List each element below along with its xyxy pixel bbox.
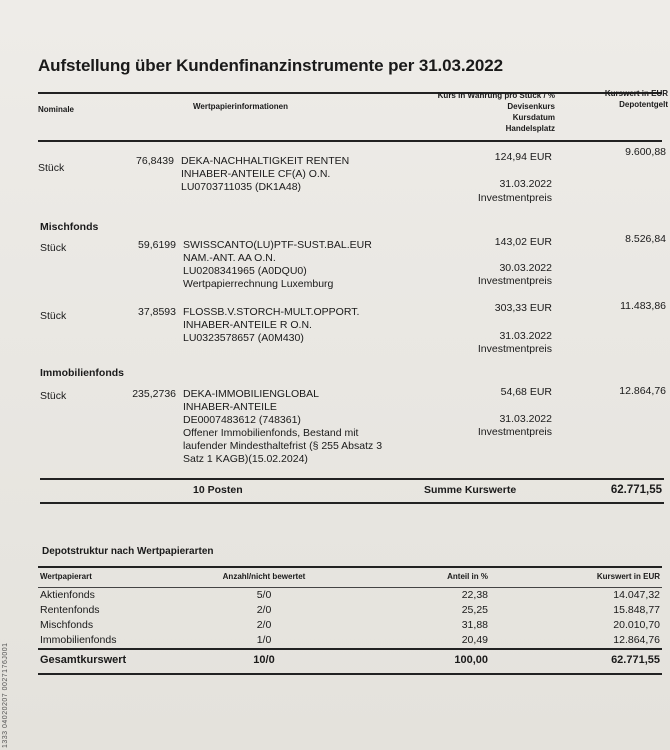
header-kursdatum: Kursdatum bbox=[512, 113, 555, 122]
position-info-line: DEKA-NACHHALTIGKEIT RENTEN bbox=[181, 155, 350, 167]
position-quantity: 235,2736 bbox=[132, 388, 176, 400]
column-header-anzahl: Anzahl/nicht bewertet bbox=[182, 567, 346, 588]
position-price: 54,68 EUR bbox=[500, 386, 552, 398]
position-date: 31.03.2022 bbox=[499, 178, 552, 190]
position-info-line: NAM.-ANT. AA O.N. bbox=[183, 252, 276, 264]
position-price: 143,02 EUR bbox=[494, 236, 552, 248]
position-quantity: 37,8593 bbox=[138, 306, 176, 318]
cell-anteil: 20,49 bbox=[461, 634, 488, 646]
position-price: 124,94 EUR bbox=[494, 151, 552, 163]
position-venue: Investmentpreis bbox=[477, 426, 552, 438]
header-wertpapierinfo: Wertpapierinformationen bbox=[193, 102, 288, 111]
cell-wertpapierart: Rentenfonds bbox=[40, 604, 100, 616]
structure-heading: Depotstruktur nach Wertpapierarten bbox=[42, 546, 214, 557]
document-title: Aufstellung über Kundenfinanzinstrumente per 31.03.2022 bbox=[38, 56, 503, 75]
summary-posten-count: 10 Posten bbox=[193, 484, 243, 496]
position-info bbox=[183, 239, 372, 291]
column-header-wertpapierart: Wertpapierart bbox=[38, 567, 182, 588]
position-quantity: 59,6199 bbox=[138, 239, 176, 251]
position-info-line: INHABER-ANTEILE bbox=[183, 401, 277, 413]
header-kurs bbox=[380, 90, 555, 134]
header-kurswert bbox=[560, 88, 668, 110]
cell-kurswert: 12.864,76 bbox=[613, 634, 660, 646]
position-info-line: LU0703711035 (DK1A48) bbox=[181, 181, 302, 193]
table-row bbox=[38, 603, 662, 618]
cell-anzahl: 2/0 bbox=[256, 619, 272, 631]
position-info-line: Offener Immobilienfonds, Bestand mit bbox=[183, 427, 359, 439]
position-info bbox=[183, 388, 382, 466]
total-kurswert: 62.771,55 bbox=[490, 649, 662, 674]
total-label: Gesamtkurswert bbox=[38, 649, 182, 674]
cell-anzahl: 2/0 bbox=[256, 604, 272, 616]
position-venue: Investmentpreis bbox=[477, 343, 552, 355]
header-devisenkurs: Devisenkurs bbox=[507, 102, 555, 111]
column-header-anteil: Anteil in % bbox=[346, 567, 490, 588]
position-value: 8.526,84 bbox=[625, 233, 666, 245]
header-kurs-line: Kurs in Währung pro Stück / % bbox=[437, 91, 555, 100]
table-row bbox=[38, 633, 662, 649]
position-date: 30.03.2022 bbox=[499, 262, 552, 274]
header-handelsplatz: Handelsplatz bbox=[505, 124, 555, 133]
cell-anzahl: 1/0 bbox=[256, 634, 272, 646]
table-total-row bbox=[38, 649, 662, 674]
summary-bottom-rule bbox=[40, 502, 664, 504]
header-nominale: Nominale bbox=[38, 105, 75, 114]
cell-anzahl: 5/0 bbox=[256, 589, 272, 601]
header-bottom-rule bbox=[38, 140, 662, 142]
summary-total: 62.771,55 bbox=[610, 484, 662, 496]
position-value: 11.483,86 bbox=[620, 300, 666, 312]
column-header-kurswert: Kurswert in EUR bbox=[490, 567, 662, 588]
section-heading-mischfonds: Mischfonds bbox=[40, 221, 99, 233]
cell-wertpapierart: Aktienfonds bbox=[40, 589, 95, 601]
position-value: 12.864,76 bbox=[619, 385, 666, 397]
position-info-line: DEKA-IMMOBILIENGLOBAL bbox=[183, 388, 319, 400]
position-info-line: LU0323578657 (A0M430) bbox=[183, 332, 304, 344]
summary-label: Summe Kurswerte bbox=[424, 484, 517, 496]
position-info bbox=[183, 306, 359, 345]
position-info-line: Wertpapierrechnung Luxemburg bbox=[183, 278, 334, 290]
position-info-line: INHABER-ANTEILE CF(A) O.N. bbox=[181, 168, 331, 180]
position-unit: Stück bbox=[38, 162, 65, 174]
total-anzahl: 10/0 bbox=[182, 649, 346, 674]
table-row bbox=[38, 588, 662, 604]
position-info-line: FLOSSB.V.STORCH-MULT.OPPORT. bbox=[183, 306, 360, 318]
total-anteil: 100,00 bbox=[346, 649, 490, 674]
position-info-line: LU0208341965 (A0DQU0) bbox=[183, 265, 307, 277]
header-depotentgelt: Depotentgelt bbox=[619, 100, 668, 109]
summary-top-rule bbox=[40, 478, 664, 480]
position-unit: Stück bbox=[40, 310, 67, 322]
position-info bbox=[181, 155, 349, 194]
header-kurswert-eur: Kurswert in EUR bbox=[604, 89, 668, 98]
table-row bbox=[38, 618, 662, 633]
cell-kurswert: 15.848,77 bbox=[613, 604, 660, 616]
cell-wertpapierart: Immobilienfonds bbox=[40, 634, 117, 646]
position-info-line: INHABER-ANTEILE R O.N. bbox=[183, 319, 312, 331]
position-info-line: SWISSCANTO(LU)PTF-SUST.BAL.EUR bbox=[183, 239, 372, 251]
structure-table bbox=[38, 566, 662, 675]
cell-kurswert: 14.047,32 bbox=[613, 589, 660, 601]
position-venue: Investmentpreis bbox=[477, 192, 552, 204]
position-info-line: DE0007483612 (748361) bbox=[183, 414, 301, 426]
cell-anteil: 25,25 bbox=[461, 604, 488, 616]
position-venue: Investmentpreis bbox=[477, 275, 552, 287]
position-date: 31.03.2022 bbox=[499, 330, 552, 342]
position-unit: Stück bbox=[40, 242, 67, 254]
margin-document-code: 1333 04020207 0027176J001 bbox=[2, 642, 9, 748]
position-unit: Stück bbox=[40, 390, 67, 402]
position-info-line: laufender Mindesthaltefrist (§ 255 Absatz 3 bbox=[183, 440, 383, 452]
position-info-line: Satz 1 KAGB)(15.02.2024) bbox=[183, 453, 308, 465]
position-price: 303,33 EUR bbox=[494, 302, 552, 314]
cell-wertpapierart: Mischfonds bbox=[40, 619, 94, 631]
position-date: 31.03.2022 bbox=[499, 413, 552, 425]
position-value: 9.600,88 bbox=[625, 146, 666, 158]
cell-anteil: 31,88 bbox=[461, 619, 488, 631]
cell-kurswert: 20.010,70 bbox=[613, 619, 660, 631]
cell-anteil: 22,38 bbox=[461, 589, 488, 601]
position-quantity: 76,8439 bbox=[136, 155, 174, 167]
structure-header-row bbox=[38, 567, 662, 588]
section-heading-immobilienfonds: Immobilienfonds bbox=[40, 367, 124, 379]
